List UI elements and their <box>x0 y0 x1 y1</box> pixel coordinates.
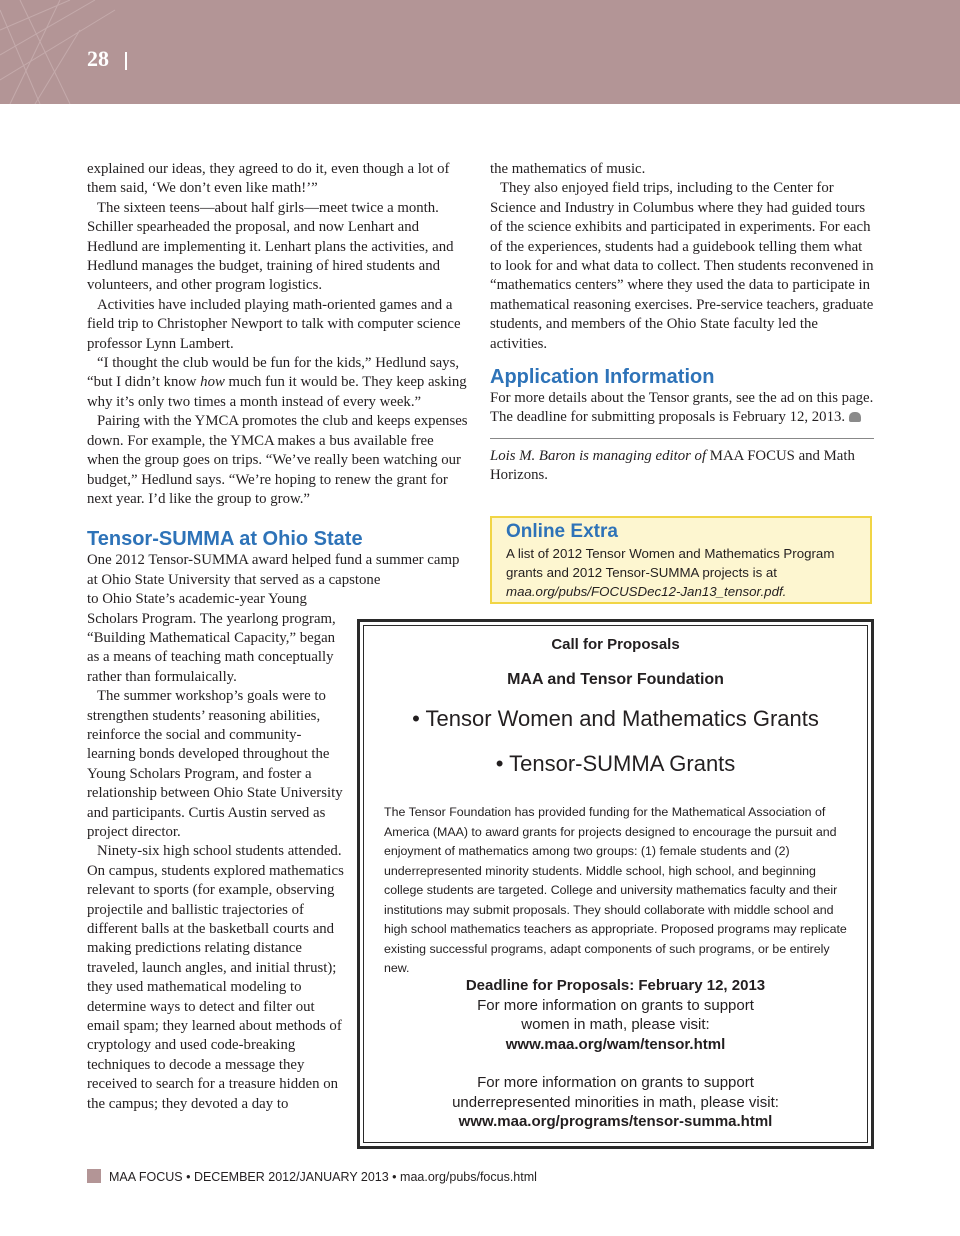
page-number-divider <box>125 52 127 70</box>
ad-deadline-block <box>360 976 871 1054</box>
footer-text: MAA FOCUS • DECEMBER 2012/JANUARY 2013 • maa.org/pubs/focus.html <box>109 1170 537 1184</box>
paragraph: Ninety-six high school students attended. On campus, students explored mathematics relevant to sports (for example, observing projectile and ballistic trajectories of different balls at the basketball courts and making predictions relating distance traveled, launch angles, and initial thrust); they used mathematical modeling to determine ways to detect and filter out email spam; they learned about methods of cryptology and used code-breaking techniques to decode a message they received to search for a treasure hidden on the campus; they devoted a day to <box>87 843 344 1112</box>
ad-minorities-url[interactable]: www.maa.org/programs/tensor-summa.html <box>458 1113 773 1130</box>
paragraph: explained our ideas, they agreed to do it, even though a lot of them said, ‘We don’t even like math!’” <box>87 161 450 197</box>
paragraph: the mathematics of music. <box>490 161 646 177</box>
header-band <box>0 0 960 104</box>
ad-body: The Tensor Foundation has provided funding for the Mathematical Association of America (MAA) to award grants for projects designed to encourage the pursuit and enjoyment of mathematics among two groups: (1) female students and (2) underrepresented minority students. Middle school, high school, and beginning college students are targeted. College and university mathematics faculty and their institutions may submit proposals. They should collaborate with middle school and high school mathematics teachers as appropriate. Proposed programs may replicate existing successful programs, adapt components of such programs, or be entirely new. <box>384 805 847 975</box>
paragraph: The summer workshop’s goals were to strengthen students’ reasoning abilities, reinforce the social and community-learning bonds developed throughout the Young Scholars Program, and foster a relationship between Ohio State University and participants. Curtis Austin served as project director. <box>87 688 343 840</box>
ad-title: Call for Proposals <box>551 636 680 653</box>
narrow-text-block <box>87 590 345 1114</box>
online-extra-text <box>506 544 856 601</box>
page-number: 28 <box>87 46 109 71</box>
section-heading-tensor-summa: Tensor-SUMMA at Ohio State <box>87 528 363 551</box>
paragraph: One 2012 Tensor-SUMMA award helped fund a summer camp at Ohio State University that served as a capstone <box>87 552 460 588</box>
online-extra-box <box>490 516 872 604</box>
byline <box>490 447 874 486</box>
online-extra-link[interactable]: maa.org/pubs/FOCUSDec12-Jan13_tensor.pdf. <box>506 584 787 599</box>
paragraph-quote <box>87 354 469 412</box>
byline-italic: Lois M. Baron is managing editor of <box>490 447 710 464</box>
quote-text: “I thought the club would be fun for the kids,” Hedlund says, “but I didn’t know <box>87 355 460 391</box>
paragraph: to Ohio State’s academic-year Young Scholars Program. The yearlong program, “Building Mathematical Capacity,” began as a means of teaching math conceptually rather than formulaically. <box>87 591 336 685</box>
paragraph: They also enjoyed field trips, including to the Center for Science and Industry in Columbus where they had guided tours of the science exhibits and participated in experiments. For each of the experiences, students had a guidebook telling them what to look for and what data to collect. Then students reconvened in “mathematics centers” where they used the data to participate in mathematical reasoning exercises. Pre-service teachers, graduate students, and members of the Ohio State faculty led the activities. <box>490 180 874 352</box>
byline-rest: MAA FOCUS and Math Horizons. <box>490 447 855 484</box>
footer-square-icon <box>87 1169 101 1183</box>
paragraph: Activities have included playing math-oriented games and a field trip to Christopher Newport to talk with computer science professor Lynn Lambert. <box>87 296 461 352</box>
right-column <box>490 160 874 486</box>
application-text: For more details about the Tensor grants, see the ad on this page. The deadline for submitting proposals is February 12, 2013. <box>490 390 874 426</box>
ad-deadline: Deadline for Proposals: February 12, 2013 <box>465 977 766 994</box>
online-extra-description: A list of 2012 Tensor Women and Mathematics Program grants and 2012 Tensor-SUMMA projects is at <box>506 546 835 580</box>
ad-women-url[interactable]: www.maa.org/wam/tensor.html <box>505 1035 726 1053</box>
ad-women-info: For more information on grants to support women in math, please visit: <box>477 996 754 1033</box>
divider <box>490 438 874 439</box>
quote-emphasis: how <box>200 374 225 391</box>
end-mark-icon <box>849 412 861 422</box>
ad-minorities-info: For more information on grants to support underrepresented minorities in math, please visit: <box>452 1074 779 1111</box>
ad-bullet-women: • Tensor Women and Mathematics Grants <box>412 706 819 731</box>
call-for-proposals-ad <box>357 619 874 1149</box>
paragraph: The sixteen teens—about half girls—meet twice a month. Schiller spearheaded the proposal, and now Lenhart and Hedlund are implementing it. Lenhart plans the activities, and Hedlund manages the budget, training of hired students and volunteers, and other program logistics. <box>87 199 454 294</box>
online-extra-title: Online Extra <box>506 521 618 542</box>
quote-text: much fun it would be. They keep asking why it’s only two times a month instead of every week.” <box>87 374 467 410</box>
ad-sponsor: MAA and Tensor Foundation <box>507 671 724 688</box>
section-heading-application: Application Information <box>490 366 715 389</box>
paragraph <box>490 389 874 428</box>
paragraph: Pairing with the YMCA promotes the club and keeps expenses down. For example, the YMCA makes a bus available free when the group goes on trips. “We’ve really been watching our budget,” Hedlund says. “We’re hoping to renew the grant for next year. I’d like the group to grow.” <box>87 413 468 507</box>
ad-minorities-block <box>360 1073 871 1132</box>
ad-bullet-summa: • Tensor-SUMMA Grants <box>495 751 736 776</box>
